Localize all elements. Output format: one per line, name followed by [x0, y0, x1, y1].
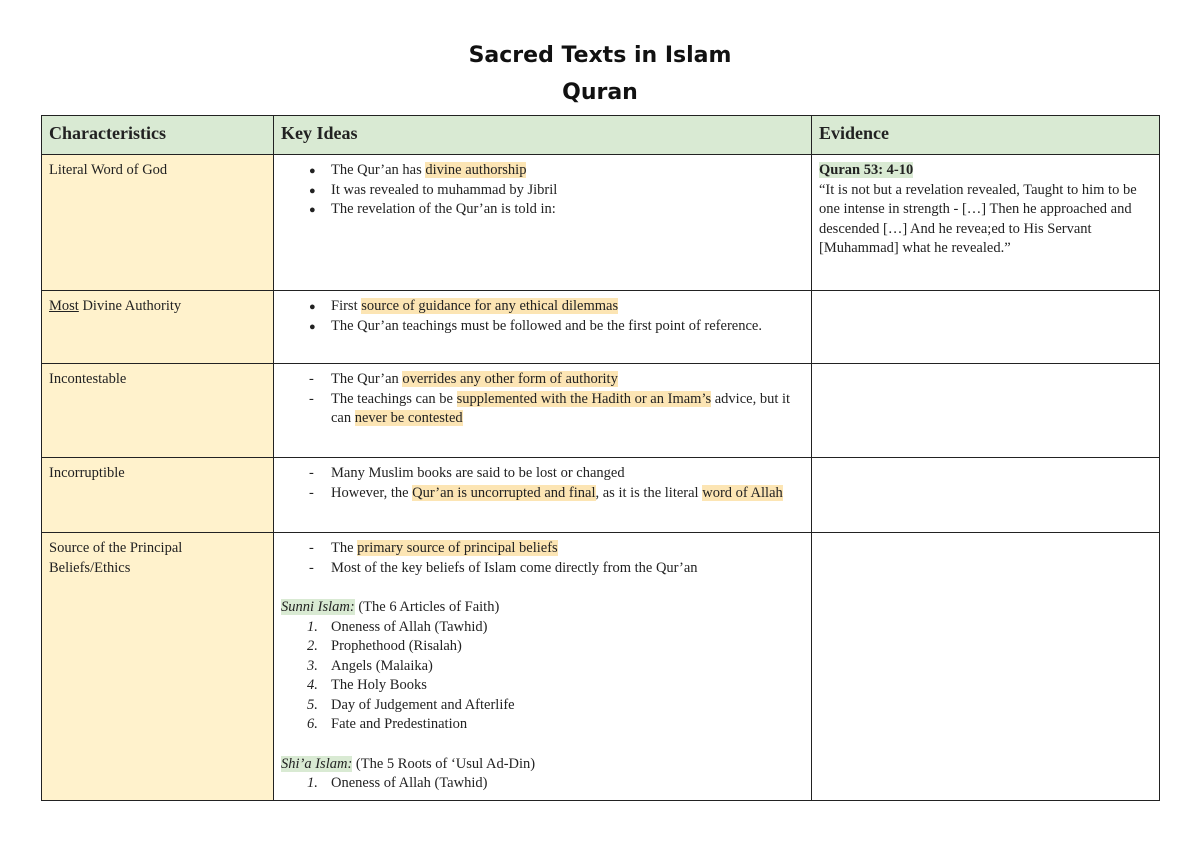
- bullet-icon: [309, 181, 327, 202]
- key-ideas-cell: [274, 155, 812, 291]
- shia-section: [281, 755, 804, 775]
- list-item: 3. Angels (Malaika): [307, 657, 433, 674]
- table-header-row: [42, 116, 1160, 155]
- evidence-quote: “It is not but a revelation revealed, Taught to him to be one intense in strength - […] Then he approached and descended […] And he revea;ed to His Servant [Muhammad] what he revealed.”: [819, 181, 1137, 256]
- highlight: divine authorship: [425, 162, 527, 178]
- evidence-cell: [812, 155, 1160, 291]
- list-item: - However, the Qur’an is uncorrupted and final, as it is the literal word of Allah: [281, 484, 804, 504]
- dash-icon: [309, 484, 327, 504]
- characteristic-cell: [42, 364, 274, 458]
- sunni-section: [281, 598, 804, 618]
- list-item: 4. The Holy Books: [307, 677, 427, 693]
- table-row: [42, 458, 1160, 533]
- list-item: ● The Qur’an teachings must be followed and be the first point of reference.: [281, 317, 804, 337]
- dash-icon: [309, 559, 327, 579]
- characteristic-cell: [42, 458, 274, 533]
- key-ideas-cell: [274, 291, 812, 364]
- list-item: 6. Fate and Predestination: [307, 716, 468, 732]
- dash-icon: [309, 370, 327, 390]
- shia-desc: (The 5 Roots of ‘Usul Ad-Din): [352, 755, 536, 772]
- list-item: - Many Muslim books are said to be lost or changed: [281, 464, 804, 484]
- bullet-icon: [309, 297, 327, 318]
- highlight: Qur’an is uncorrupted and final: [412, 484, 596, 501]
- highlight: never be contested: [354, 410, 463, 426]
- characteristic-label: Incorruptible: [49, 465, 125, 481]
- dash-icon: [309, 390, 327, 410]
- characteristic-emphasis: Most: [49, 298, 79, 314]
- highlight: primary source of principal beliefs: [357, 540, 558, 556]
- characteristic-label: Incontestable: [49, 371, 127, 387]
- list-item: - Most of the key beliefs of Islam come directly from the Qur’an: [281, 559, 804, 579]
- key-ideas-cell: [274, 364, 812, 458]
- highlight: word of Allah: [702, 484, 783, 501]
- characteristic-label: Literal Word of God: [49, 162, 168, 178]
- key-ideas-cell: [274, 458, 812, 533]
- key-ideas-cell: [274, 533, 812, 801]
- sunni-desc: (The 6 Articles of Faith): [354, 599, 500, 615]
- sunni-label: Sunni Islam:: [281, 599, 355, 615]
- list-item: - The primary source of principal beliefs: [281, 539, 804, 559]
- document-subtitle: Quran: [562, 80, 638, 105]
- shia-label: Shi’a Islam:: [281, 755, 353, 772]
- list-item: ● First source of guidance for any ethical dilemmas: [281, 297, 804, 317]
- header-key-ideas: Key Ideas: [274, 116, 812, 155]
- header-characteristics: Characteristics: [42, 116, 274, 155]
- bullet-icon: [309, 317, 327, 338]
- characteristic-cell: [42, 155, 274, 291]
- list-item: 2. Prophethood (Risalah): [307, 638, 462, 654]
- list-item: ● It was revealed to muhammad by Jibril: [281, 181, 804, 201]
- highlight: source of guidance for any ethical dilemmas: [361, 298, 619, 314]
- list-item: - The Qur’an overrides any other form of authority: [281, 370, 804, 390]
- characteristic-label: Source of the Principal Beliefs/Ethics: [49, 540, 183, 576]
- list-item: 1. Oneness of Allah (Tawhid): [307, 618, 488, 635]
- quran-table: [41, 115, 1160, 801]
- list-item: 5. Day of Judgement and Afterlife: [307, 696, 515, 713]
- list-item: - The teachings can be supplemented with the Hadith or an Imam’s advice, but it can never be contested: [281, 390, 804, 429]
- table-row: [42, 533, 1160, 801]
- header-evidence: Evidence: [812, 116, 1160, 155]
- characteristic-cell: [42, 533, 274, 801]
- list-item: ● The Qur’an has divine authorship: [281, 161, 804, 181]
- highlight: overrides any other form of authority: [402, 371, 618, 387]
- characteristic-label: Divine Authority: [78, 298, 182, 314]
- evidence-title: Quran 53: 4-10: [819, 162, 914, 178]
- dash-icon: [309, 464, 327, 484]
- dash-icon: [309, 539, 327, 559]
- table-row: [42, 155, 1160, 291]
- bullet-icon: [309, 200, 327, 221]
- document-title: Sacred Texts in Islam: [468, 43, 732, 68]
- list-item: ● The revelation of the Qur’an is told in:: [281, 200, 804, 220]
- list-item: 1. Oneness of Allah (Tawhid): [307, 775, 488, 791]
- table-row: [42, 291, 1160, 364]
- bullet-icon: [309, 161, 327, 182]
- evidence-cell: [812, 291, 1160, 364]
- table-row: [42, 364, 1160, 458]
- highlight: supplemented with the Hadith or an Imam’s: [456, 390, 712, 407]
- evidence-cell: [812, 533, 1160, 801]
- evidence-cell: [812, 458, 1160, 533]
- evidence-cell: [812, 364, 1160, 458]
- characteristic-cell: [42, 291, 274, 364]
